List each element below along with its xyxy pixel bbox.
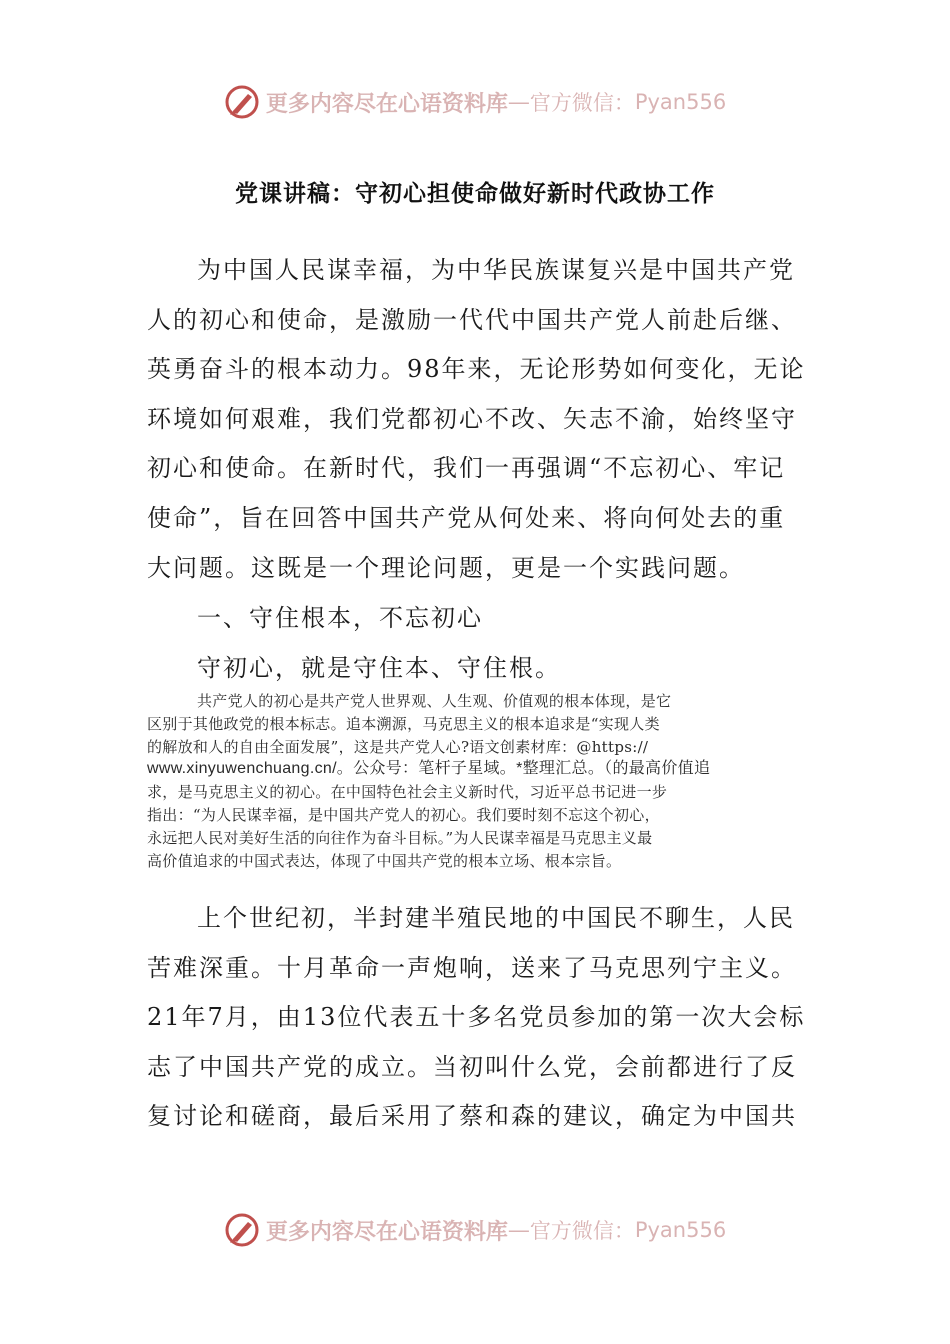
small-line: 求，是马克思主义的初心。在中国特色社会主义新时代，习近平总书记进一步 xyxy=(147,783,668,802)
document-title: 党课讲稿：守初心担使命做好新时代政协工作 xyxy=(235,180,715,207)
section-heading xyxy=(147,594,857,644)
text-line: 初心和使命。在新时代，我们一再强调“不忘初心、牢记 xyxy=(147,454,786,483)
banner-wechat-id: Pyan556 xyxy=(634,1218,727,1242)
small-line: 永远把人民对美好生活的向往作为奋斗目标。”为人民谋幸福是马克思主义最 xyxy=(147,828,653,847)
text-line: 志了中国共产党的成立。当初叫什么党，会前都进行了反 xyxy=(147,1052,797,1081)
text-line: 环境如何艰难，我们党都初心不改、矢志不渝，始终坚守 xyxy=(147,404,797,433)
text-line: 为中国人民谋幸福，为中华民族谋复兴是中国共产党 xyxy=(197,256,795,284)
small-line: 共产党人的初心是共产党人世界观、人生观、价值观的根本体现，是它 xyxy=(197,692,672,710)
text-line: 英勇奋斗的根本动力。98年来，无论形势如何变化，无论 xyxy=(147,355,806,384)
section-heading-text: 一、守住根本，不忘初心 xyxy=(197,604,483,632)
text-line: 苦难深重。十月革命一声炮响，送来了马克思列宁主义。 xyxy=(147,953,797,982)
banner-wechat-label: 官方微信： xyxy=(529,91,635,115)
text-line: 21年7月，由13位代表五十多名党员参加的第一次大会标 xyxy=(147,1003,806,1032)
small-print-paragraph xyxy=(147,690,807,872)
banner-separator: — xyxy=(507,89,530,115)
pen-logo-icon xyxy=(224,1212,260,1248)
banner-separator: — xyxy=(507,1217,530,1243)
footer-banner xyxy=(0,1208,950,1252)
banner-text: 更多内容尽在心语资料库 xyxy=(265,1218,508,1245)
banner-wechat-id: Pyan556 xyxy=(634,90,727,114)
intro-paragraph xyxy=(147,246,807,593)
small-line: 指出：“为人民谋幸福，是中国共产党人的初心。我们要时刻不忘这个初心， xyxy=(147,805,660,824)
section-lead-text: 守初心，就是守住本、守住根。 xyxy=(197,654,561,682)
small-line: 区别于其他政党的根本标志。追本溯源，马克思主义的根本追求是“实现人类 xyxy=(147,714,660,733)
pen-logo-icon xyxy=(224,84,260,120)
text-line: 上个世纪初，半封建半殖民地的中国民不聊生，人民 xyxy=(197,904,795,932)
small-line: www.xinyuwenchuang.cn/。公众号：笔杆子星域。*整理汇总。（的最高价值追 xyxy=(147,760,711,778)
small-line: 高价值追求的中国式表达，体现了中国共产党的根本立场、根本宗旨。 xyxy=(147,851,622,870)
header-banner xyxy=(0,80,950,124)
banner-text: 更多内容尽在心语资料库 xyxy=(265,90,508,117)
small-line: 的解放和人的自由全面发展”，这是共产党人心?语文创素材库：@https:// xyxy=(147,737,649,756)
text-line: 使命”，旨在回答中国共产党从何处来、将向何处去的重 xyxy=(147,503,786,532)
text-line: 大问题。这既是一个理论问题，更是一个实践问题。 xyxy=(147,553,745,582)
section-lead xyxy=(147,644,857,694)
text-line: 复讨论和磋商，最后采用了蔡和森的建议，确定为中国共 xyxy=(147,1102,797,1131)
banner-wechat-label: 官方微信： xyxy=(529,1219,635,1243)
text-line: 人的初心和使命，是激励一代代中国共产党人前赴后继、 xyxy=(147,305,797,334)
history-paragraph xyxy=(147,894,807,1142)
